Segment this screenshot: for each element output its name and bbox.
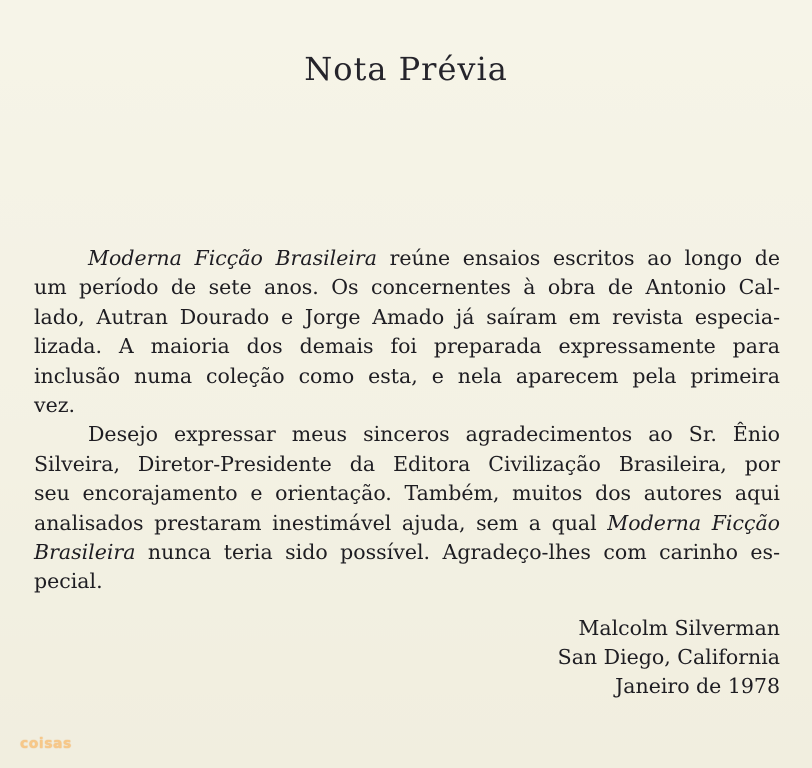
line-text: nunca teria sido possível. Agradeço-lhes com carinho es-	[135, 540, 780, 565]
paragraph-2	[34, 420, 780, 596]
text-line: pecial.	[34, 569, 103, 594]
text-line: Desejo expressar meus sinceros agradecimentos ao Sr. Ênio	[88, 422, 780, 447]
text-line	[34, 244, 780, 273]
text-line: seu encorajamento e orientação. Também, muitos dos autores aqui	[34, 481, 780, 506]
book-title-italic: Moderna Ficção	[607, 510, 781, 535]
line-text: reúne ensaios escritos ao longo de	[376, 246, 780, 270]
text-line: um período de sete anos. Os concernentes à obra de Antonio Cal-	[34, 275, 780, 300]
text-line	[34, 509, 780, 538]
line-text: analisados prestaram inestimável ajuda, sem a qual	[34, 510, 608, 535]
book-title-italic: Moderna Ficção Brasileira	[88, 246, 377, 270]
text-line: lado, Autran Dourado e Jorge Amado já saíram em revista especia-	[34, 304, 780, 329]
page-title: Nota Prévia	[304, 50, 508, 88]
text-line: vez.	[34, 393, 76, 418]
text-line: inclusão numa coleção como esta, e nela aparecem pela primeira	[34, 363, 780, 388]
author-place: San Diego, California	[557, 645, 780, 669]
text-line: Silveira, Diretor-Presidente da Editora Civilização Brasileira, por	[34, 451, 780, 476]
paragraph-1	[34, 244, 780, 420]
author-date: Janeiro de 1978	[615, 674, 780, 698]
author-name: Malcolm Silverman	[578, 616, 780, 640]
watermark-logo: coisas	[20, 736, 72, 752]
body-text	[34, 244, 780, 597]
text-line: lizada. A maioria dos demais foi preparada expressamente para	[34, 334, 780, 359]
signature-block	[558, 614, 780, 701]
book-title-italic: Brasileira	[34, 540, 136, 565]
text-line	[34, 538, 780, 567]
